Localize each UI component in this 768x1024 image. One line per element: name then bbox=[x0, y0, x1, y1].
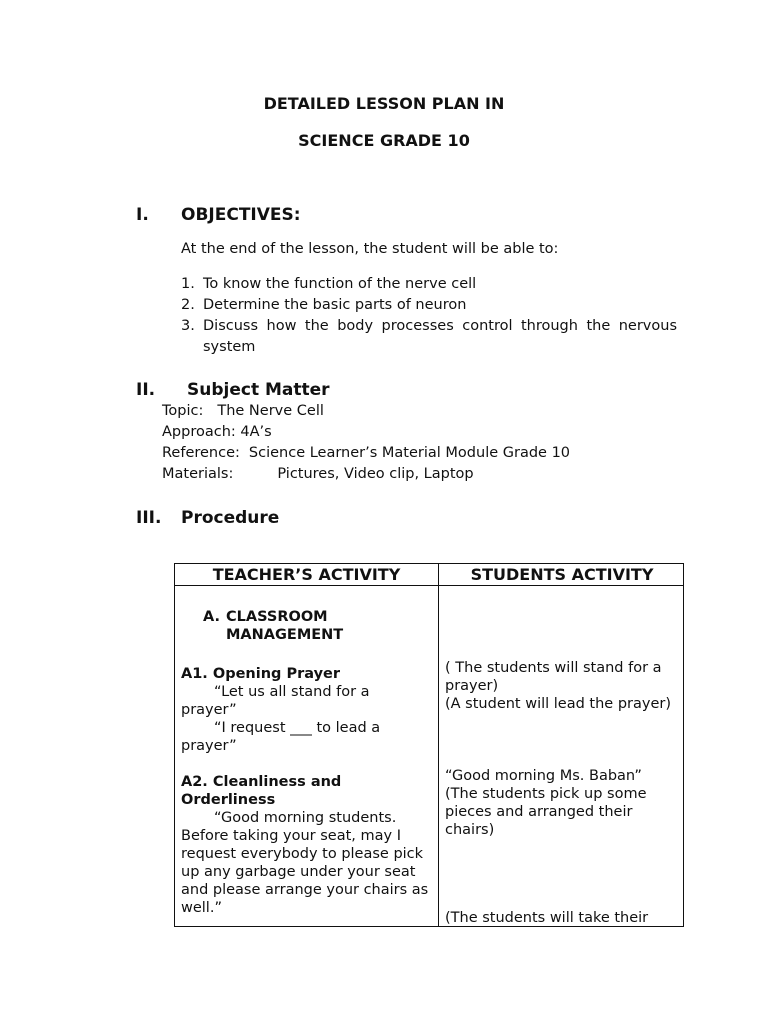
a1-teacher-line1: “Let us all stand for a prayer” bbox=[181, 684, 370, 718]
approach-row: Approach: 4A’s bbox=[162, 424, 272, 440]
header-students-activity: STUDENTS ACTIVITY bbox=[470, 565, 654, 584]
materials-row: Materials: Pictures, Video clip, Laptop bbox=[162, 466, 474, 482]
section-a-title: CLASSROOM MANAGEMENT bbox=[226, 609, 344, 643]
topic-row: Topic: The Nerve Cell bbox=[162, 403, 324, 419]
a1-teacher-line2: “I request ___ to lead a prayer” bbox=[181, 720, 381, 754]
section-numeral-objectives: I. bbox=[136, 205, 149, 225]
reference-row: Reference: Science Learner’s Material Module Grade 10 bbox=[162, 445, 571, 461]
procedure-table bbox=[174, 563, 684, 927]
a2-student-action: (The students pick up some pieces and arranged their chairs) bbox=[445, 786, 647, 838]
a2-student-greeting: “Good morning Ms. Baban” bbox=[445, 768, 642, 784]
objectives-intro: At the end of the lesson, the student will be able to: bbox=[181, 241, 559, 257]
section-a-label: A. bbox=[203, 609, 220, 625]
subject-matter-details bbox=[162, 401, 570, 485]
document-title-line1: DETAILED LESSON PLAN IN bbox=[263, 94, 505, 113]
objective-item: 3. Discuss how the body processes control through the nervous system bbox=[181, 318, 677, 355]
section-numeral-procedure: III. bbox=[136, 508, 162, 528]
section-heading-objectives: OBJECTIVES: bbox=[181, 205, 301, 225]
a1-student-response: ( The students will stand for a prayer) bbox=[445, 660, 662, 694]
header-divider bbox=[175, 585, 683, 586]
objectives-list bbox=[181, 274, 677, 358]
objective-item: 2. Determine the basic parts of neuron bbox=[181, 297, 467, 313]
section-heading-procedure: Procedure bbox=[181, 508, 280, 528]
a1-title: A1. Opening Prayer bbox=[181, 666, 341, 682]
section-numeral-subject-matter: II. bbox=[136, 380, 156, 400]
a1-student-response-2: (A student will lead the prayer) bbox=[445, 696, 672, 712]
a2-teacher-text: “Good morning students. Before taking your seat, may I request everybody to please pick up any garbage under your seat and please arrange your chairs as well.” bbox=[181, 810, 429, 916]
column-divider bbox=[438, 564, 439, 926]
objective-item: 1. To know the function of the nerve cell bbox=[181, 276, 477, 292]
a3-student-partial: (The students will take their bbox=[445, 910, 649, 926]
header-teachers-activity: TEACHER’S ACTIVITY bbox=[212, 565, 401, 584]
a2-title: A2. Cleanliness and Orderliness bbox=[181, 774, 342, 808]
section-heading-subject-matter: Subject Matter bbox=[187, 380, 330, 400]
document-title-line2: SCIENCE GRADE 10 bbox=[298, 131, 470, 150]
